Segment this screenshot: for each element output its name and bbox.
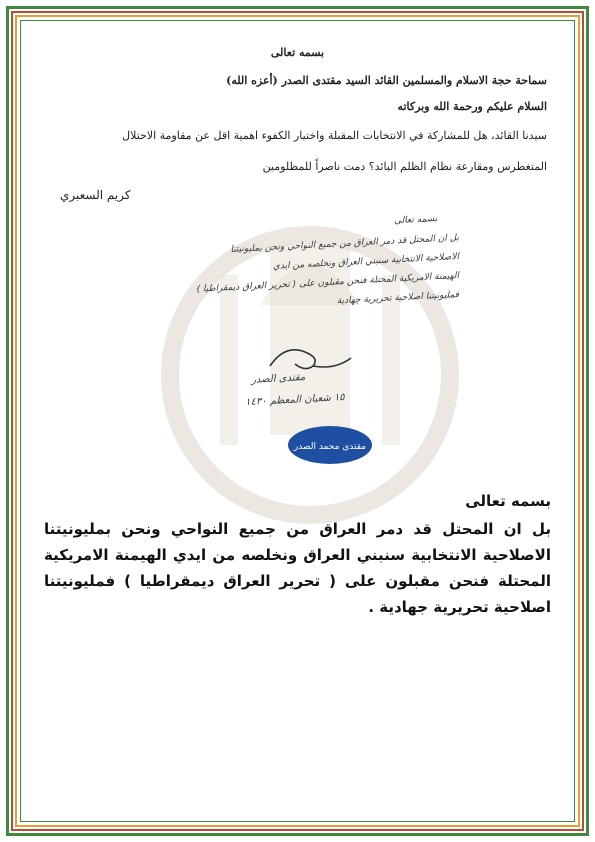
handwritten-line3: الهيمنة الامريكية المحتلة فنحن مقبلون على ( تحرير العراق ديمقراطيا ) — [196, 271, 460, 295]
handwritten-line2: الاصلاحية الانتخابية سنبني العراق ونخلصه من ايدي — [272, 252, 460, 272]
handwritten-line1: بل ان المحتل قد دمر العراق من جميع النواحي ونحن بمليونيتنا — [230, 233, 460, 255]
transcription-heading: بسمه تعالى — [465, 492, 551, 510]
handwritten-name: مقتدى الصدر — [250, 372, 306, 386]
typed-basmala: بسمه تعالى — [270, 46, 325, 59]
transcription-body: بل ان المحتل قد دمر العراق من جميع النواحي ونحن بمليونيتنا الاصلاحية الانتخابية سنبني العراق ونخلصه من ايدي الهيمنة الامريكية المحتلة فنحن مقبلون على ( تحرير العراق ديمقراطيا ) فمليونيتنا اصلاحية تحريرية جهادية . — [44, 520, 551, 616]
typed-sender: كريم السعبري — [60, 188, 131, 202]
typed-question-line2: المتغطرس ومقارعة نظام الظلم البائد؟ دمت ناصراً للمظلومين — [262, 160, 547, 173]
signature-icon — [265, 336, 355, 376]
blue-seal-icon — [286, 424, 374, 466]
handwritten-line4: فمليونيتنا اصلاحية تحريرية جهادية — [336, 290, 460, 307]
typed-question-line1: سيدنا القائد، هل للمشاركة في الانتخابات المقبلة واختيار الكفوء اهمية اقل عن مقاومة الاحتلال — [122, 129, 547, 142]
handwritten-basmala: بسمه تعالى — [393, 214, 438, 227]
transcription-block — [44, 488, 551, 620]
letter-content — [40, 36, 555, 802]
handwritten-date: ١٥ شعبان المعظم ١٤٣٠ — [245, 392, 346, 409]
seal-text: مقتدى محمد الصدر — [293, 442, 367, 452]
typed-address: سماحة حجة الاسلام والمسلمين القائد السيد مقتدى الصدر (أعزه الله) — [226, 74, 547, 87]
typed-greeting: السلام عليكم ورحمة الله وبركاته — [397, 100, 547, 113]
